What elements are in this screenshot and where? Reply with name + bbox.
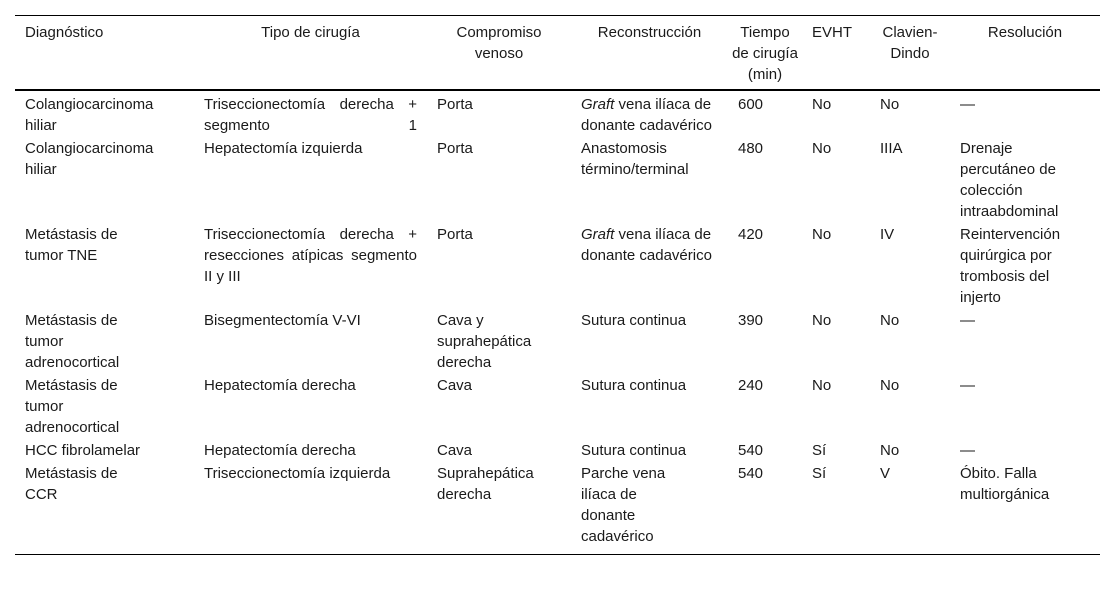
cell-evht: No [812, 377, 832, 394]
header-evht: EVHT [812, 24, 853, 41]
cell-diagnostico: Colangiocarcinoma hiliar [25, 96, 154, 134]
cell-compromiso: Porta [437, 96, 473, 113]
cell-clavien: No [880, 442, 900, 459]
cell-compromiso: Suprahepática derecha [437, 465, 534, 503]
cell-compromiso: Porta [437, 140, 473, 157]
cell-evht: No [812, 226, 832, 243]
header-compromiso: Compromiso venoso [456, 24, 542, 62]
surgery-table [15, 15, 1100, 555]
cell-reconstruccion: Parche vena ilíaca de donante cadavérico [581, 465, 666, 545]
cell-diagnostico: Metástasis de tumor TNE [25, 226, 118, 264]
cell-resolucion: — [960, 442, 975, 459]
table-row [15, 222, 1100, 308]
cell-diagnostico: Colangiocarcinoma hiliar [25, 140, 154, 178]
cell-tiempo: 540 [738, 465, 764, 482]
header-clavien: Clavien-Dindo [882, 24, 938, 62]
header-tiempo: Tiempo de cirugía (min) [732, 24, 798, 83]
cell-resolucion: Reintervención quirúrgica por trombosis del injerto [960, 226, 1061, 306]
cell-evht: No [812, 312, 832, 329]
cell-evht: Sí [812, 442, 827, 459]
cell-evht: No [812, 96, 832, 113]
cell-reconstruccion: Sutura continua [581, 442, 687, 459]
cell-compromiso: Porta [437, 226, 473, 243]
cell-resolucion: Drenaje percutáneo de colección intraabdominal [960, 140, 1059, 220]
table-row [15, 136, 1100, 222]
cell-tipo: Hepatectomía derecha [204, 377, 356, 394]
cell-reconstruccion: Sutura continua [581, 377, 687, 394]
cell-tiempo: 240 [738, 377, 764, 394]
reconstruccion-text: vena ilíaca de donante cadavérico [581, 96, 712, 134]
cell-resolucion: — [960, 96, 975, 113]
cell-clavien: IIIA [880, 140, 903, 157]
cell-tiempo: 390 [738, 312, 764, 329]
header-diagnostico: Diagnóstico [25, 24, 104, 41]
cell-resolucion: — [960, 377, 975, 394]
cell-reconstruccion [571, 222, 728, 308]
cell-clavien: No [880, 377, 900, 394]
cell-tiempo: 540 [738, 442, 764, 459]
cell-tiempo: 420 [738, 226, 764, 243]
header-resolucion: Resolución [987, 24, 1063, 41]
table-row [15, 90, 1100, 136]
cell-diagnostico: Metástasis de tumor adrenocortical [25, 377, 120, 436]
cell-tipo-text: Triseccionectomía derecha + resecciones atípicas segmento II y III [204, 226, 417, 285]
cell-tipo [194, 222, 427, 308]
table-row [15, 373, 1100, 438]
cell-tipo: Bisegmentectomía V-VI [204, 312, 361, 329]
cell-clavien: No [880, 96, 900, 113]
reconstruccion-text: vena ilíaca de donante cadavérico [581, 226, 712, 264]
cell-tipo: Triseccionectomía izquierda [204, 465, 391, 482]
cell-resolucion: — [960, 312, 975, 329]
cell-evht: Sí [812, 465, 827, 482]
cell-clavien: No [880, 312, 900, 329]
graft-label: Graft [581, 96, 615, 113]
cell-tiempo: 480 [738, 140, 764, 157]
cell-diagnostico: Metástasis de tumor adrenocortical [25, 312, 120, 371]
cell-compromiso: Cava y suprahepática derecha [437, 312, 532, 371]
header-row [15, 16, 1100, 91]
cell-compromiso: Cava [437, 377, 473, 394]
cell-diagnostico: Metástasis de CCR [25, 465, 118, 503]
cell-reconstruccion: Sutura continua [581, 312, 687, 329]
cell-tiempo: 600 [738, 96, 764, 113]
cell-tipo: Hepatectomía derecha [204, 442, 356, 459]
table-row [15, 438, 1100, 461]
cell-evht: No [812, 140, 832, 157]
cell-compromiso: Cava [437, 442, 473, 459]
cell-tipo: Hepatectomía izquierda [204, 140, 363, 157]
header-tipo: Tipo de cirugía [261, 24, 360, 41]
table-row [15, 308, 1100, 373]
cell-reconstruccion: Anastomosis término/terminal [581, 140, 689, 178]
cell-clavien: V [880, 465, 891, 482]
cell-tipo [194, 90, 427, 136]
table-row [15, 461, 1100, 555]
cell-resolucion: Óbito. Falla multiorgánica [960, 465, 1050, 503]
cell-clavien: IV [880, 226, 895, 243]
graft-label: Graft [581, 226, 615, 243]
cell-reconstruccion [571, 90, 728, 136]
table-container [15, 15, 1100, 555]
cell-tipo-text: Triseccionectomía derecha + segmento 1 [204, 96, 417, 134]
cell-diagnostico: HCC fibrolamelar [25, 442, 141, 459]
header-reconstruccion: Reconstrucción [597, 24, 702, 41]
